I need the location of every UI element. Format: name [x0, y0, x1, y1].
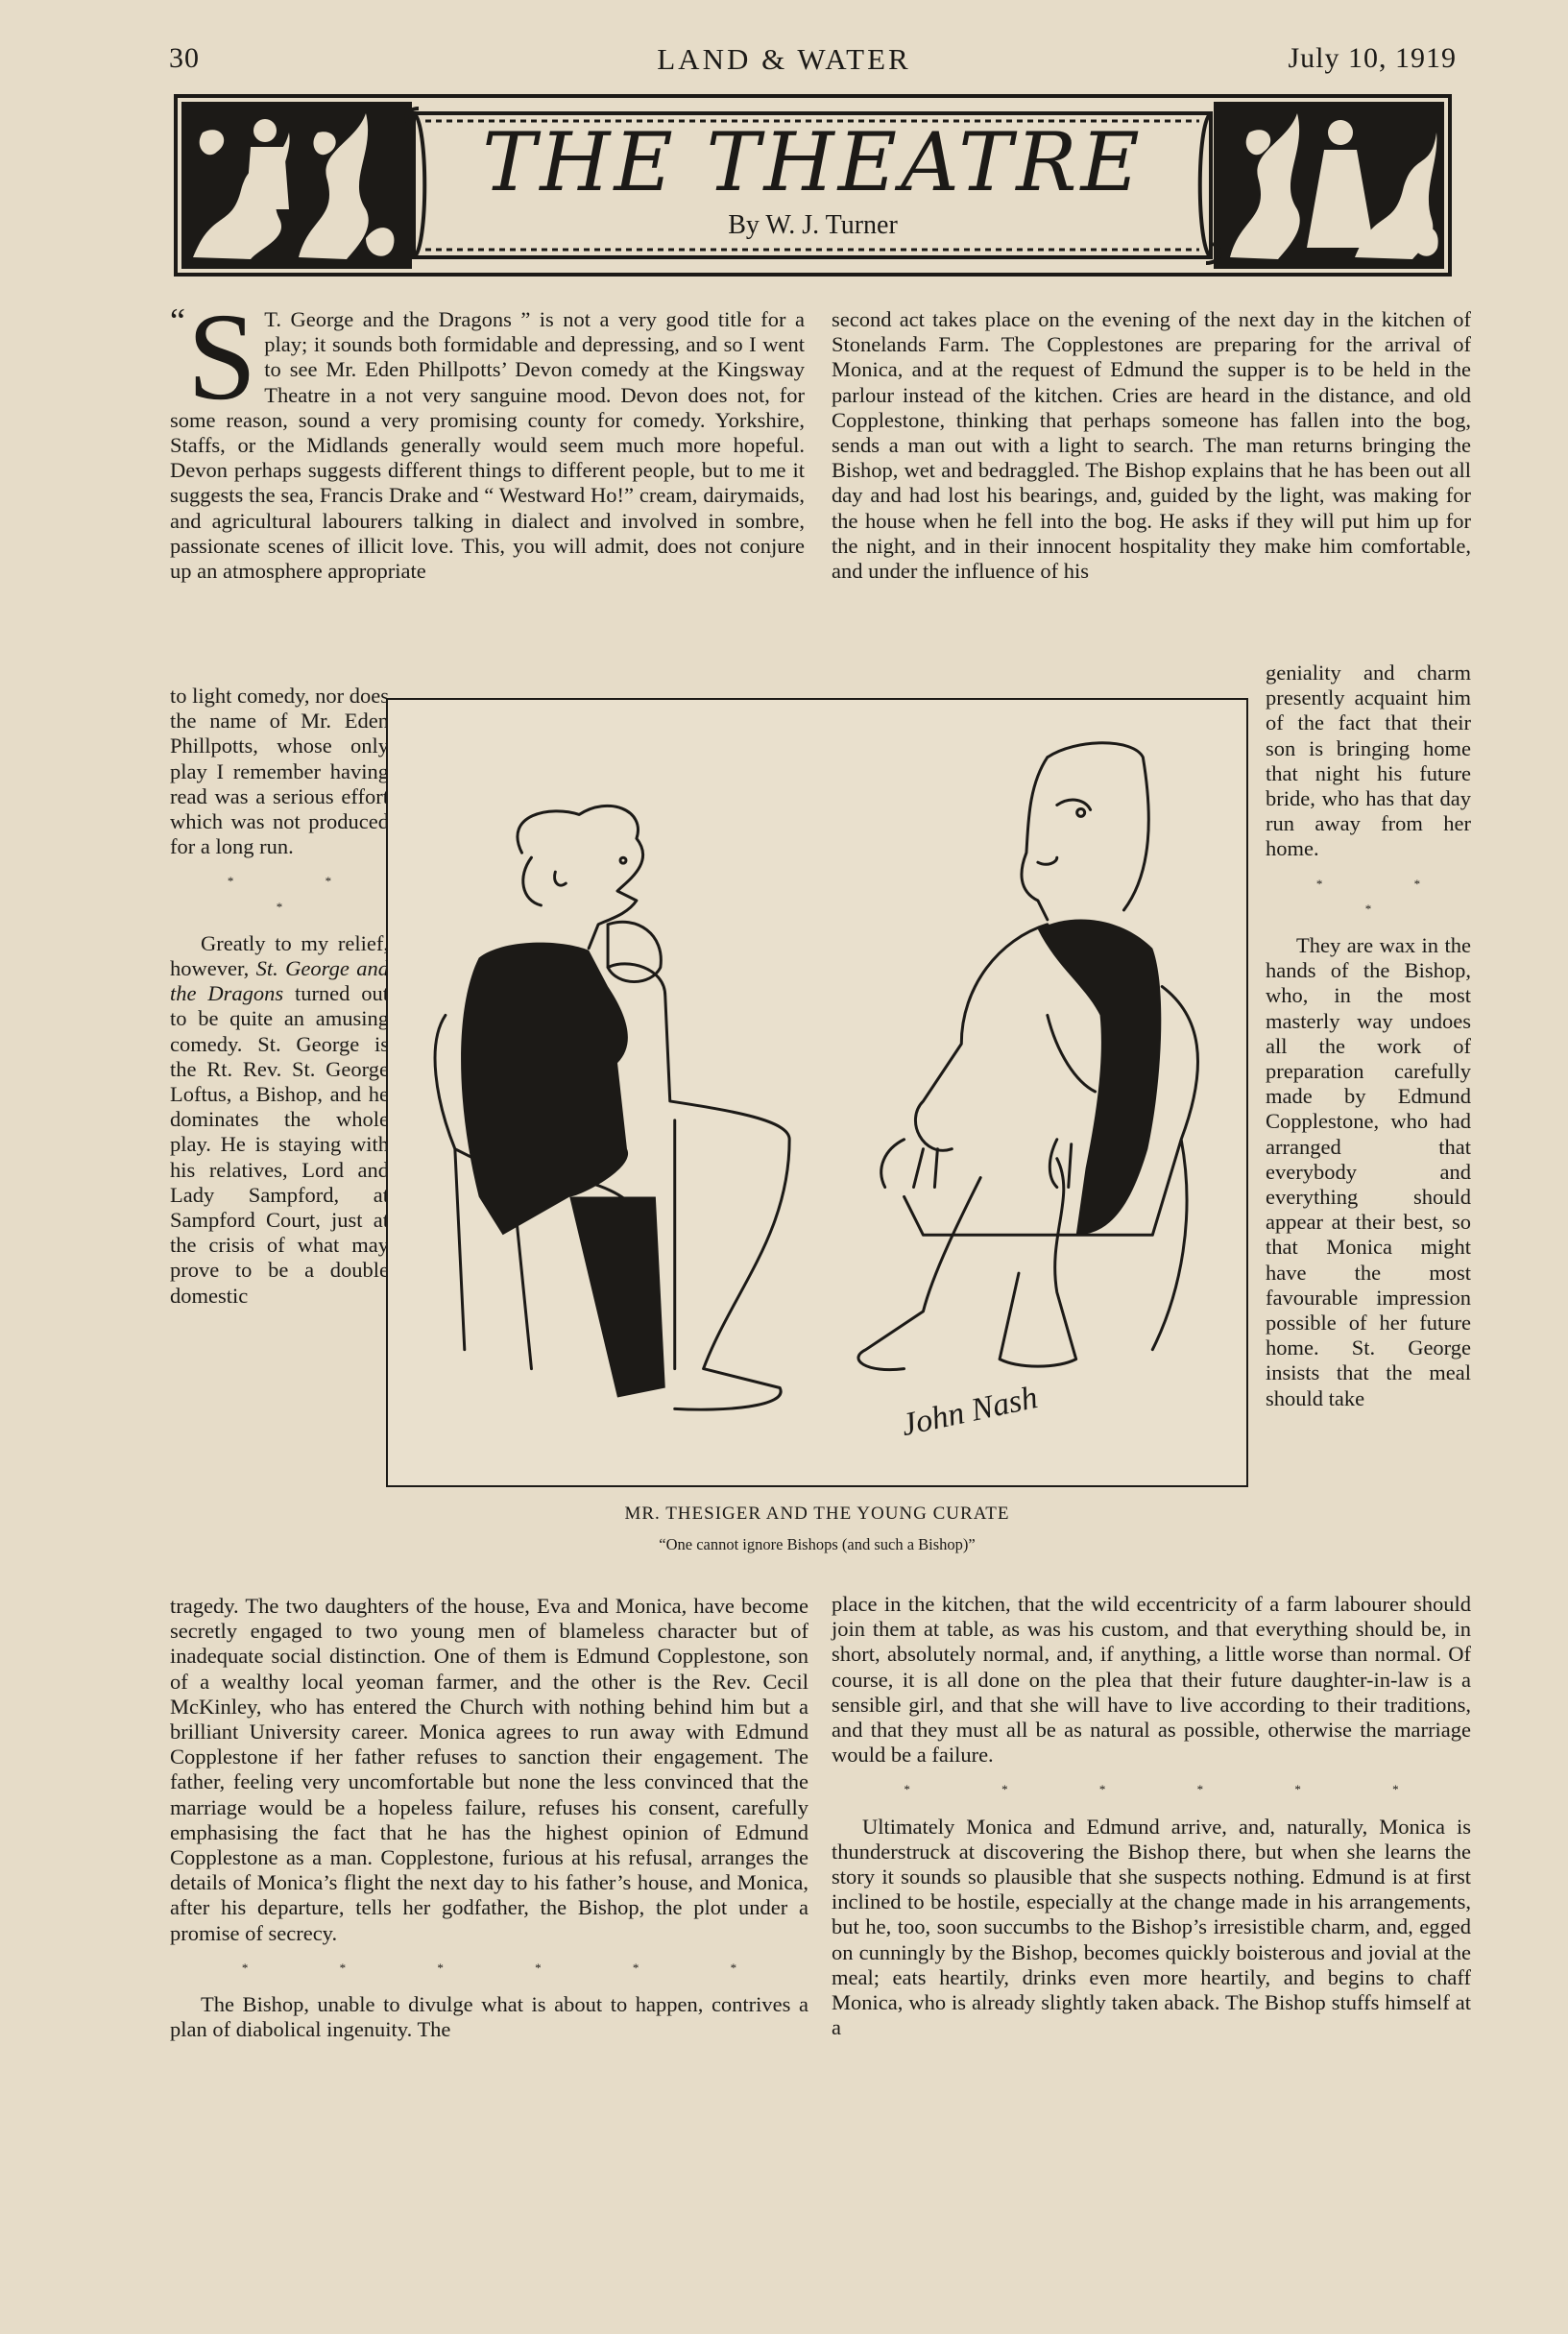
- illustration-quote: “One cannot ignore Bishops (and such a Bishop)”: [659, 1535, 976, 1553]
- cartoon-illustration: [386, 698, 1248, 1487]
- artist-signature: John Nash: [898, 1379, 1041, 1444]
- page-number: 30: [169, 42, 200, 74]
- section-separator: * * * * * *: [904, 1782, 1443, 1797]
- article-column-1-top: [170, 288, 805, 584]
- issue-date: July 10, 1919: [1288, 42, 1457, 74]
- article-paragraph: to light comedy, nor does the name of Mr. Eden Phillpotts, whose only play I remember having read was a serious effort which was not produced for a long run.: [170, 684, 389, 859]
- article-paragraph: second act takes place on the evening of the next day in the kitchen of Stonelands Farm. The Copplestones are preparing for the arrival of Monica, and at the request of Edmund the supper is to be held in the parlour instead of the kitchen. Cries are heard in the distance, and old Copplestone, thinking that perhaps someone has fallen into the bog, sends a man out with a light to search. The man returns bringing the Bishop, wet and bedraggled. The Bishop explains that he has been out all day and had lost his bearings, and, guided by the light, was making for the house when he fell into the bog. He asks if they will put him up for the night, and in their innocent hospitality they make him comfortable, and under the influence of his: [832, 307, 1471, 584]
- article-column-2-bottom: [832, 1592, 1471, 2040]
- section-separator: * * *: [227, 874, 376, 914]
- article-text: turned out to be quite an amusing comedy. St. George is the Rt. Rev. St. George Loftus, a Bishop, and he dominates the whole play. He is staying with his relatives, Lord and Lady Sampford, at Sampford Court, just at the crisis of what may prove to be a double domestic: [170, 981, 390, 1308]
- play-title: St. George and the Dragons: [170, 956, 389, 1006]
- article-paragraph: geniality and charm presently acquaint him of the fact that their son is bringing home that night his future bride, who has that day run away from her home.: [1266, 661, 1471, 861]
- section-separator: * * *: [1315, 876, 1465, 916]
- open-quote: “: [170, 301, 185, 340]
- article-paragraph: Ultimately Monica and Edmund arrive, and, naturally, Monica is thunderstruck at discovering the Bishop there, but when she learns the story it sounds so plausible that she suspects nothing. Edmund is at first inclined to be hostile, especially at the change made in his arrangements, but he, too, soon succumbs to the Bishop’s irresistible charm, and, egged on cunningly by the Bishop, becomes quickly boisterous and jovial at the meal; eats heartily, drinks even more heartily, and begins to chaff Monica, who is already slightly taken aback. The Bishop stuffs himself at a: [832, 1814, 1471, 2040]
- article-column-2-middle: [1266, 661, 1471, 1411]
- article-paragraph: tragedy. The two daughters of the house, Eva and Monica, have become secretly engaged to two young men of blameless character but of inadequate social distinction. One of them is Edmund Copplestone, son of a wealthy local yeoman farmer, and the other is the Rev. Cecil McKinley, who has entered the Church with nothing behind him but a brilliant University career. Monica agrees to run away with Edmund Copplestone if her father refuses to sanction their engagement. The father, feeling very uncomfortable but none the less convinced that the marriage would be a hopeless failure, refuses his consent, carefully emphasising the fact that he has the highest opinion of Edmund Copplestone as a man. Copplestone, furious at his refusal, arranges the details of Monica’s flight the next day to his father’s house, and Monica, after his departure, tells her godfather, the Bishop, the plot under a promise of secrecy.: [170, 1594, 808, 1945]
- article-column-2-top: [832, 307, 1471, 584]
- publication-title: LAND & WATER: [657, 42, 911, 76]
- article-column-1-middle: [170, 684, 389, 1309]
- drop-cap: S: [186, 288, 257, 426]
- article-text: Greatly to my relief, however,: [170, 930, 389, 981]
- article-paragraph: T. George and the Dragons ” is not a very good title for a play; it sounds both formidable and depressing, and so I went to see Mr. Eden Phillpotts’ Devon comedy at the Kingsway Theatre in a not very sanguine mood. Devon does not, for some reason, sound a very promising county for comedy. Yorkshire, Staffs, or the Midlands generally would seem much more hopeful. Devon perhaps suggests different things to different people, but to me it suggests the sea, Francis Drake and “ Westward Ho!” cream, dairymaids, and agricultural labourers talking in dialect and involved in sombre, passionate scenes of illicit love. This, you will admit, does not conjure up an atmosphere appropriate: [170, 307, 805, 584]
- section-separator: * * * * * *: [241, 1960, 782, 1975]
- article-paragraph: place in the kitchen, that the wild eccentricity of a farm labourer should join them at table, as was his custom, and that everything should be, in short, absolutely normal, and, if anything, a little worse than normal. Of course, it is all done on the plea that their future daughter-in-law is a sensible girl, and that she will have to live according to their traditions, and that they must all be as natural as possible, otherwise the marriage would be a failure.: [832, 1592, 1471, 1768]
- byline: By W. J. Turner: [728, 210, 898, 240]
- section-title: THE THEATRE: [482, 115, 1144, 209]
- illustration-caption: MR. THESIGER AND THE YOUNG CURATE: [624, 1504, 1010, 1524]
- article-column-1-bottom: [170, 1594, 808, 2042]
- article-paragraph: [170, 931, 389, 1309]
- article-paragraph: The Bishop, unable to divulge what is about to happen, contrives a plan of diabolical ingenuity. The: [170, 1992, 808, 2042]
- article-paragraph: They are wax in the hands of the Bishop, who, in the most masterly way undoes all the work of preparation carefully made by Edmund Copplestone, who had arranged that everybody and everything should appear at their best, so that Monica might have the most favourable impression possible of her future home. St. George insists that the meal should take: [1266, 933, 1471, 1410]
